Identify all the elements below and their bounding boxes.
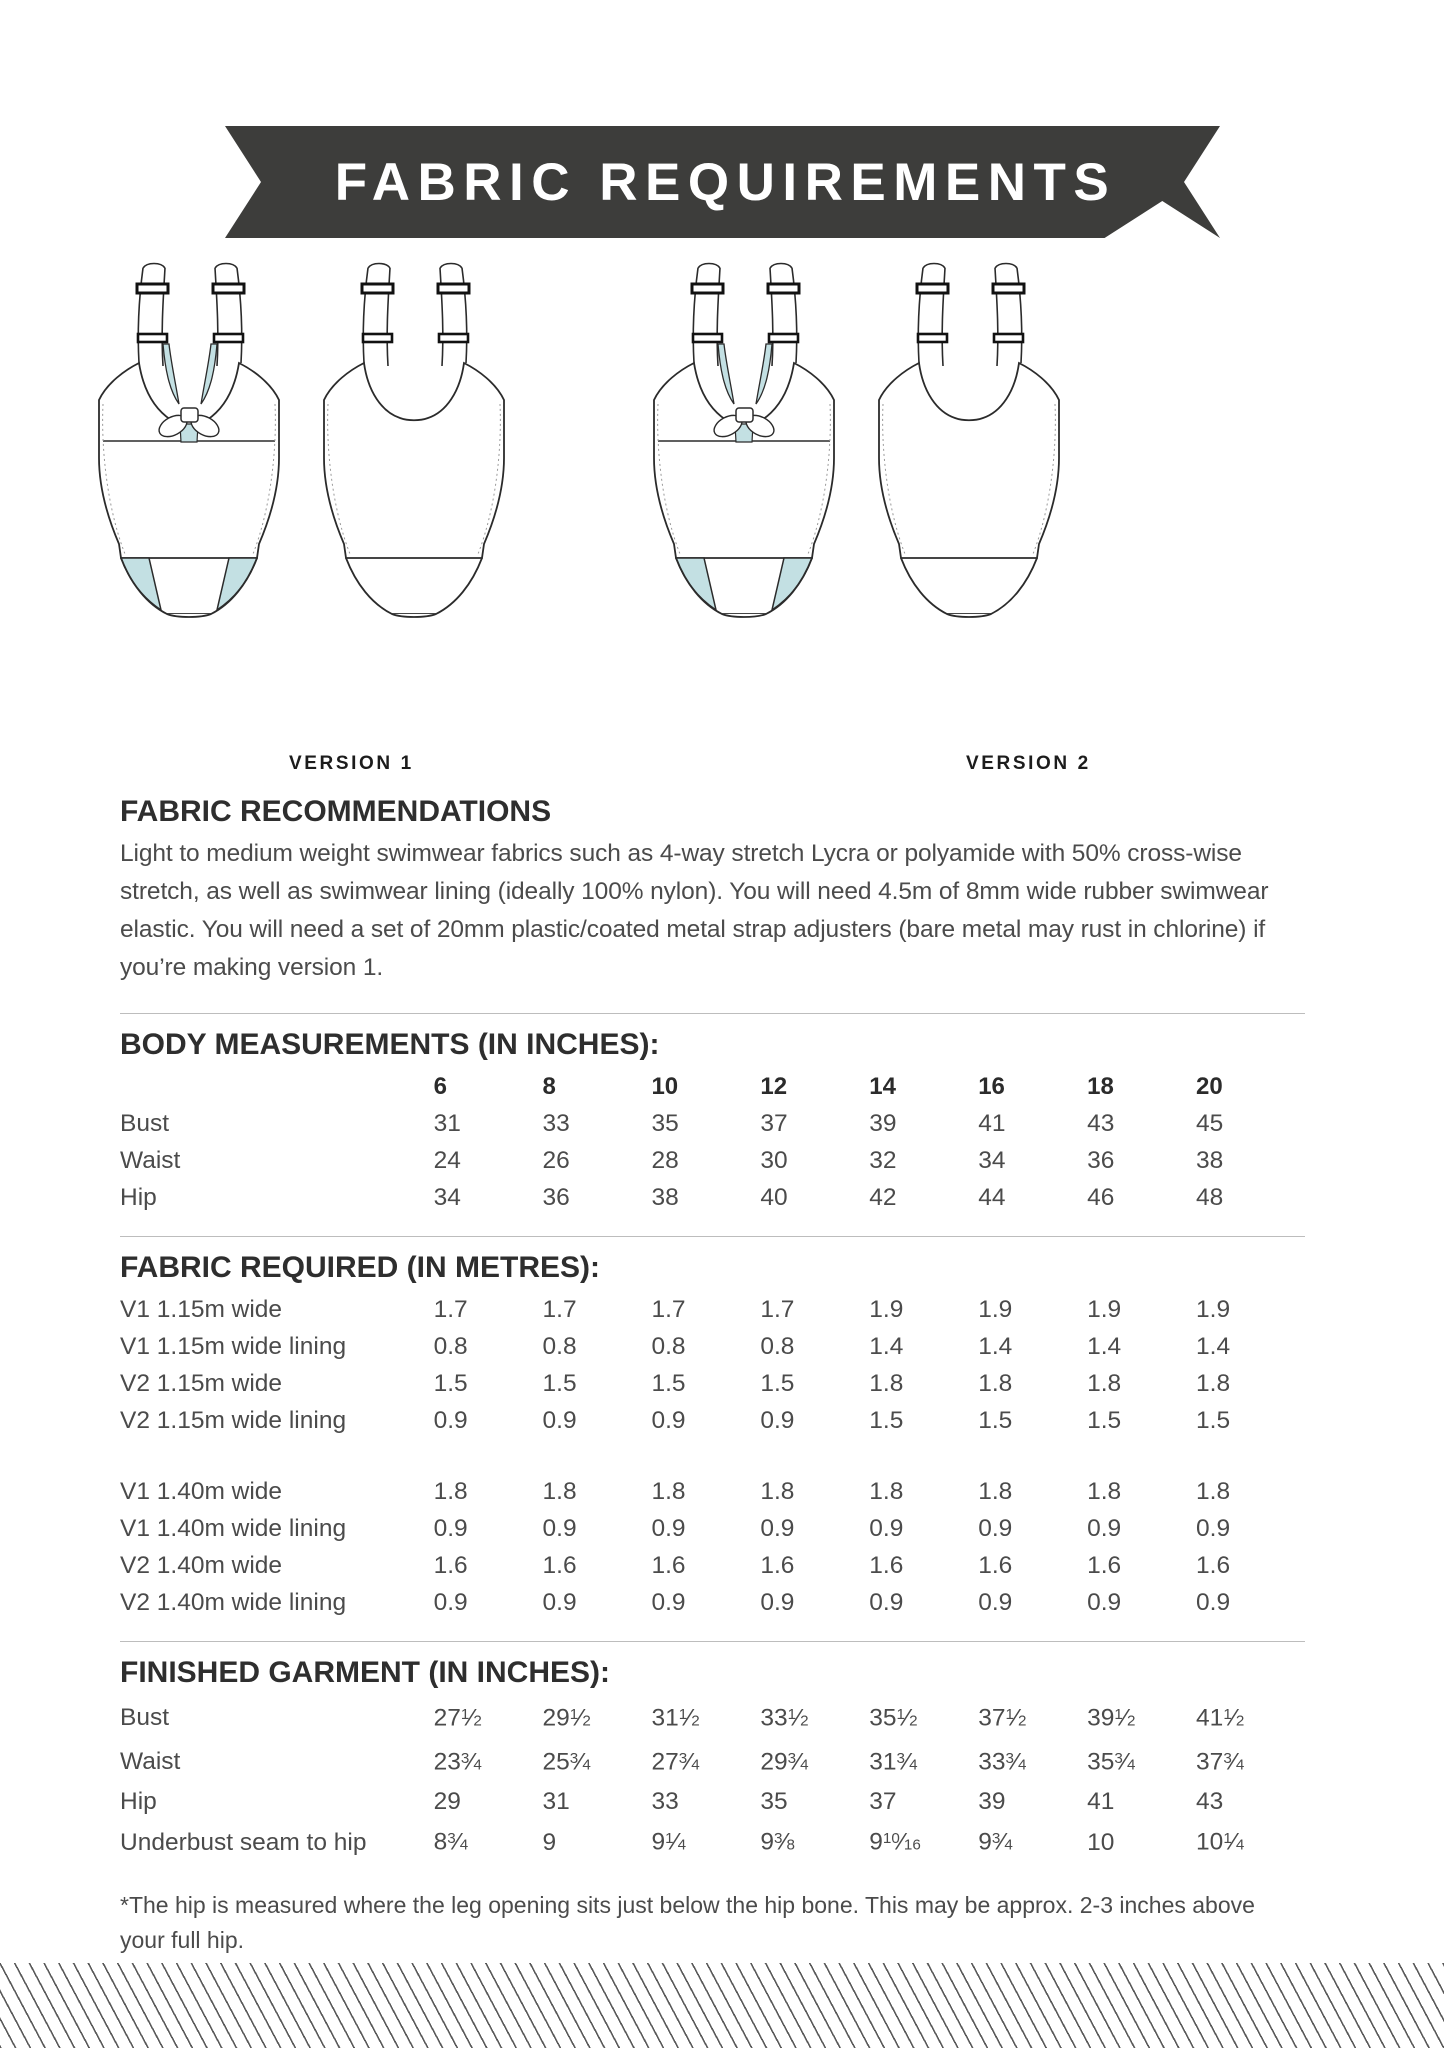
cell: $31^3⁄_4$ <box>869 1748 918 1776</box>
row-label: Underbust seam to hip <box>120 1828 367 1856</box>
cell: 0.9 <box>433 1407 468 1434</box>
cell: 1.9 <box>978 1296 1013 1323</box>
version1-front-illustration <box>99 264 279 618</box>
row-label: Bust <box>120 1110 170 1137</box>
fabric-recommendations-heading: FABRIC RECOMMENDATIONS <box>120 795 552 828</box>
banner-title-container <box>225 126 1220 238</box>
fabric-required-table <box>120 1291 1305 1621</box>
fabric-required-heading: FABRIC REQUIRED (IN METRES): <box>120 1251 600 1284</box>
cell: 0.9 <box>760 1407 795 1434</box>
table-row <box>120 1584 1305 1621</box>
cell: 48 <box>1196 1184 1224 1211</box>
cell: $33^3⁄_4$ <box>978 1748 1027 1776</box>
row-label: V2 1.40m wide <box>120 1552 283 1579</box>
size-header-6: 6 <box>433 1073 447 1100</box>
version2-front-illustration <box>654 264 834 618</box>
size-header-14: 14 <box>869 1073 896 1100</box>
cell: $29^3⁄_4$ <box>760 1748 809 1776</box>
cell: 0.8 <box>433 1333 468 1360</box>
row-label: Waist <box>120 1147 181 1174</box>
cell: 41 <box>1087 1788 1115 1816</box>
cell: 0.8 <box>542 1333 577 1360</box>
cell: 0.9 <box>760 1515 795 1542</box>
row-label: Bust <box>120 1704 170 1732</box>
cell: 24 <box>433 1147 461 1174</box>
cell: 1.8 <box>978 1478 1013 1505</box>
cell: 1.5 <box>542 1370 577 1397</box>
version2-back-illustration <box>879 264 1059 618</box>
table-row <box>120 1142 1305 1179</box>
cell: 1.4 <box>978 1333 1013 1360</box>
fabric-requirements-banner <box>225 126 1220 238</box>
version1-back-illustration <box>324 264 504 618</box>
cell: $23^3⁄_4$ <box>433 1748 482 1776</box>
cell: $37^1⁄_2$ <box>978 1704 1027 1732</box>
divider-above-fabric-required <box>120 1236 1305 1237</box>
cell: $9^1⁄_4$ <box>651 1828 687 1856</box>
page-title: FABRIC REQUIREMENTS <box>334 152 1117 212</box>
cell: $41^1⁄_2$ <box>1196 1704 1245 1732</box>
cell: 36 <box>542 1184 570 1211</box>
cell: 1.6 <box>978 1552 1013 1579</box>
cell: 1.9 <box>1196 1296 1231 1323</box>
row-label: V2 1.40m wide lining <box>120 1589 347 1616</box>
cell: 1.5 <box>978 1407 1013 1434</box>
fabric-recommendations-text: Light to medium weight swimwear fabrics such as 4-way stretch Lycra or polyamide with 50% cross-wise stretch, as well as swimwear lining (ideally 100% nylon). You will need 4.5m of 8mm wide rubber swimwear elastic. You will need a set of 20mm plastic/coated metal strap adjusters (bare metal may rust in chlorine) if you’re making version 1. <box>120 840 1269 981</box>
cell: 34 <box>433 1184 461 1211</box>
cell: 1.6 <box>869 1552 904 1579</box>
cell: 0.9 <box>433 1515 468 1542</box>
cell: $31^1⁄_2$ <box>651 1704 700 1732</box>
cell: 1.7 <box>651 1296 686 1323</box>
cell: 1.6 <box>1087 1552 1122 1579</box>
cell: 1.7 <box>542 1296 577 1323</box>
table-row <box>120 1547 1305 1584</box>
cell: 0.9 <box>1196 1515 1231 1542</box>
divider-above-finished-garment <box>120 1641 1305 1642</box>
cell: 0.9 <box>869 1589 904 1616</box>
size-header-blank <box>120 1068 434 1105</box>
cell: 26 <box>542 1147 570 1174</box>
cell: 0.9 <box>433 1589 468 1616</box>
finished-garment-table <box>120 1696 1305 1864</box>
table-row <box>120 1510 1305 1547</box>
cell: 36 <box>1087 1147 1115 1174</box>
cell: 1.7 <box>760 1296 795 1323</box>
table-row <box>120 1696 1305 1740</box>
finished-garment-rows <box>120 1696 1305 1864</box>
cell: 46 <box>1087 1184 1115 1211</box>
size-header-row <box>120 1068 1305 1105</box>
cell: 37 <box>869 1788 897 1816</box>
cell: $33^1⁄_2$ <box>760 1704 809 1732</box>
cell: 1.8 <box>433 1478 468 1505</box>
cell: 1.4 <box>869 1333 904 1360</box>
cell: 1.7 <box>433 1296 468 1323</box>
cell: 1.5 <box>433 1370 468 1397</box>
cell: 1.9 <box>869 1296 904 1323</box>
cell: 0.9 <box>651 1589 686 1616</box>
cell: 42 <box>869 1184 897 1211</box>
table-row <box>120 1328 1305 1365</box>
cell: 1.8 <box>542 1478 577 1505</box>
cell: $9^3⁄_8$ <box>760 1828 795 1856</box>
cell: $25^3⁄_4$ <box>542 1748 591 1776</box>
cell: 0.9 <box>542 1589 577 1616</box>
cell: 9 <box>542 1828 557 1856</box>
cell: 1.6 <box>651 1552 686 1579</box>
cell: 0.9 <box>1087 1589 1122 1616</box>
cell: 0.8 <box>651 1333 686 1360</box>
size-header-18: 18 <box>1087 1073 1114 1100</box>
cell: 43 <box>1196 1788 1224 1816</box>
cell: 29 <box>433 1788 461 1816</box>
cell: $27^1⁄_2$ <box>433 1704 482 1732</box>
cell: 1.6 <box>433 1552 468 1579</box>
cell: 43 <box>1087 1110 1115 1137</box>
size-header-20: 20 <box>1196 1073 1223 1100</box>
row-label: V2 1.15m wide lining <box>120 1407 347 1434</box>
cell: 31 <box>542 1788 570 1816</box>
cell: 38 <box>651 1184 679 1211</box>
cell: 0.9 <box>542 1407 577 1434</box>
size-header-12: 12 <box>760 1073 788 1100</box>
cell: $35^1⁄_2$ <box>869 1704 918 1732</box>
cell: 1.8 <box>1196 1478 1231 1505</box>
body-measurements-heading: BODY MEASUREMENTS (IN INCHES): <box>120 1028 660 1061</box>
cell: 1.8 <box>869 1370 904 1397</box>
cell: 40 <box>760 1184 788 1211</box>
cell: 1.8 <box>1196 1370 1231 1397</box>
cell: 1.8 <box>869 1478 904 1505</box>
size-header-10: 10 <box>651 1073 679 1100</box>
cell: 1.5 <box>1196 1407 1231 1434</box>
version-1-label: VERSION 1 <box>289 753 414 774</box>
cell: 33 <box>542 1110 570 1137</box>
cell: $27^3⁄_4$ <box>651 1748 700 1776</box>
cell: $37^3⁄_4$ <box>1196 1748 1245 1776</box>
cell: 1.5 <box>869 1407 904 1434</box>
content-container <box>120 795 1305 1958</box>
bottom-stripe-border <box>0 1963 1444 2048</box>
cell: 0.9 <box>978 1589 1013 1616</box>
divider-above-body-measurements <box>120 1013 1305 1014</box>
version-2-label: VERSION 2 <box>966 753 1091 774</box>
cell: 44 <box>978 1184 1006 1211</box>
hip-measurement-footnote: *The hip is measured where the leg opening sits just below the hip bone. This may be approx. 2-3 inches above your full hip. <box>120 1892 1255 1954</box>
row-label: V2 1.15m wide <box>120 1370 283 1397</box>
cell: 1.6 <box>760 1552 795 1579</box>
cell: 1.5 <box>1087 1407 1122 1434</box>
group-spacer <box>120 1439 1305 1473</box>
cell: 1.6 <box>542 1552 577 1579</box>
row-label: Hip <box>120 1184 157 1211</box>
cell: 1.8 <box>651 1478 686 1505</box>
table-row <box>120 1365 1305 1402</box>
cell: 28 <box>651 1147 679 1174</box>
cell: $29^1⁄_2$ <box>542 1704 591 1732</box>
cell: $9^3⁄_4$ <box>978 1828 1013 1856</box>
cell: 38 <box>1196 1147 1224 1174</box>
cell: $35^3⁄_4$ <box>1087 1748 1136 1776</box>
cell: 33 <box>651 1788 679 1816</box>
cell: 30 <box>760 1147 788 1174</box>
cell: 0.9 <box>978 1515 1013 1542</box>
cell: 10 <box>1087 1828 1115 1856</box>
cell: 0.9 <box>1087 1515 1122 1542</box>
table-row <box>120 1179 1305 1216</box>
cell: 0.9 <box>542 1515 577 1542</box>
row-label: V1 1.15m wide lining <box>120 1333 347 1360</box>
cell: 1.9 <box>1087 1296 1122 1323</box>
cell: $9^{10}⁄_{16}$ <box>869 1828 921 1856</box>
cell: 31 <box>433 1110 461 1137</box>
table-row <box>120 1291 1305 1328</box>
size-header-8: 8 <box>542 1073 556 1100</box>
cell: 35 <box>760 1788 788 1816</box>
cell: 41 <box>978 1110 1006 1137</box>
cell: 1.6 <box>1196 1552 1231 1579</box>
cell: 39 <box>869 1110 897 1137</box>
cell: 0.9 <box>869 1515 904 1542</box>
body-measurements-table <box>120 1068 1305 1216</box>
size-header-16: 16 <box>978 1073 1005 1100</box>
cell: 35 <box>651 1110 679 1137</box>
row-label: Hip <box>120 1788 157 1816</box>
fabric-required-rows <box>120 1291 1305 1621</box>
table-row <box>120 1783 1305 1820</box>
cell: $10^1⁄_4$ <box>1196 1828 1245 1856</box>
cell: 1.4 <box>1196 1333 1231 1360</box>
cell: 32 <box>869 1147 897 1174</box>
cell: 1.4 <box>1087 1333 1122 1360</box>
cell: 1.8 <box>1087 1478 1122 1505</box>
row-label: V1 1.40m wide <box>120 1478 283 1505</box>
cell: 0.9 <box>760 1589 795 1616</box>
swimsuit-technical-drawings <box>95 250 1350 730</box>
cell: 1.8 <box>1087 1370 1122 1397</box>
body-measurements-rows <box>120 1105 1305 1216</box>
cell: $8^3⁄_4$ <box>433 1828 469 1856</box>
cell: 1.8 <box>760 1478 795 1505</box>
cell: 0.9 <box>651 1407 686 1434</box>
table-row <box>120 1105 1305 1142</box>
cell: 37 <box>760 1110 788 1137</box>
cell: 0.9 <box>651 1515 686 1542</box>
cell: 0.8 <box>760 1333 795 1360</box>
table-row <box>120 1740 1305 1784</box>
row-label: V1 1.40m wide lining <box>120 1515 347 1542</box>
finished-garment-heading: FINISHED GARMENT (IN INCHES): <box>120 1656 610 1689</box>
row-label: Waist <box>120 1748 181 1776</box>
cell: 0.9 <box>1196 1589 1231 1616</box>
cell: 1.8 <box>978 1370 1013 1397</box>
cell: 1.5 <box>651 1370 686 1397</box>
table-row <box>120 1402 1305 1439</box>
cell: 39 <box>978 1788 1006 1816</box>
cell: $39^1⁄_2$ <box>1087 1704 1136 1732</box>
cell: 1.5 <box>760 1370 795 1397</box>
cell: 34 <box>978 1147 1006 1174</box>
table-row <box>120 1473 1305 1510</box>
row-label: V1 1.15m wide <box>120 1296 283 1323</box>
table-row <box>120 1820 1305 1864</box>
cell: 45 <box>1196 1110 1224 1137</box>
